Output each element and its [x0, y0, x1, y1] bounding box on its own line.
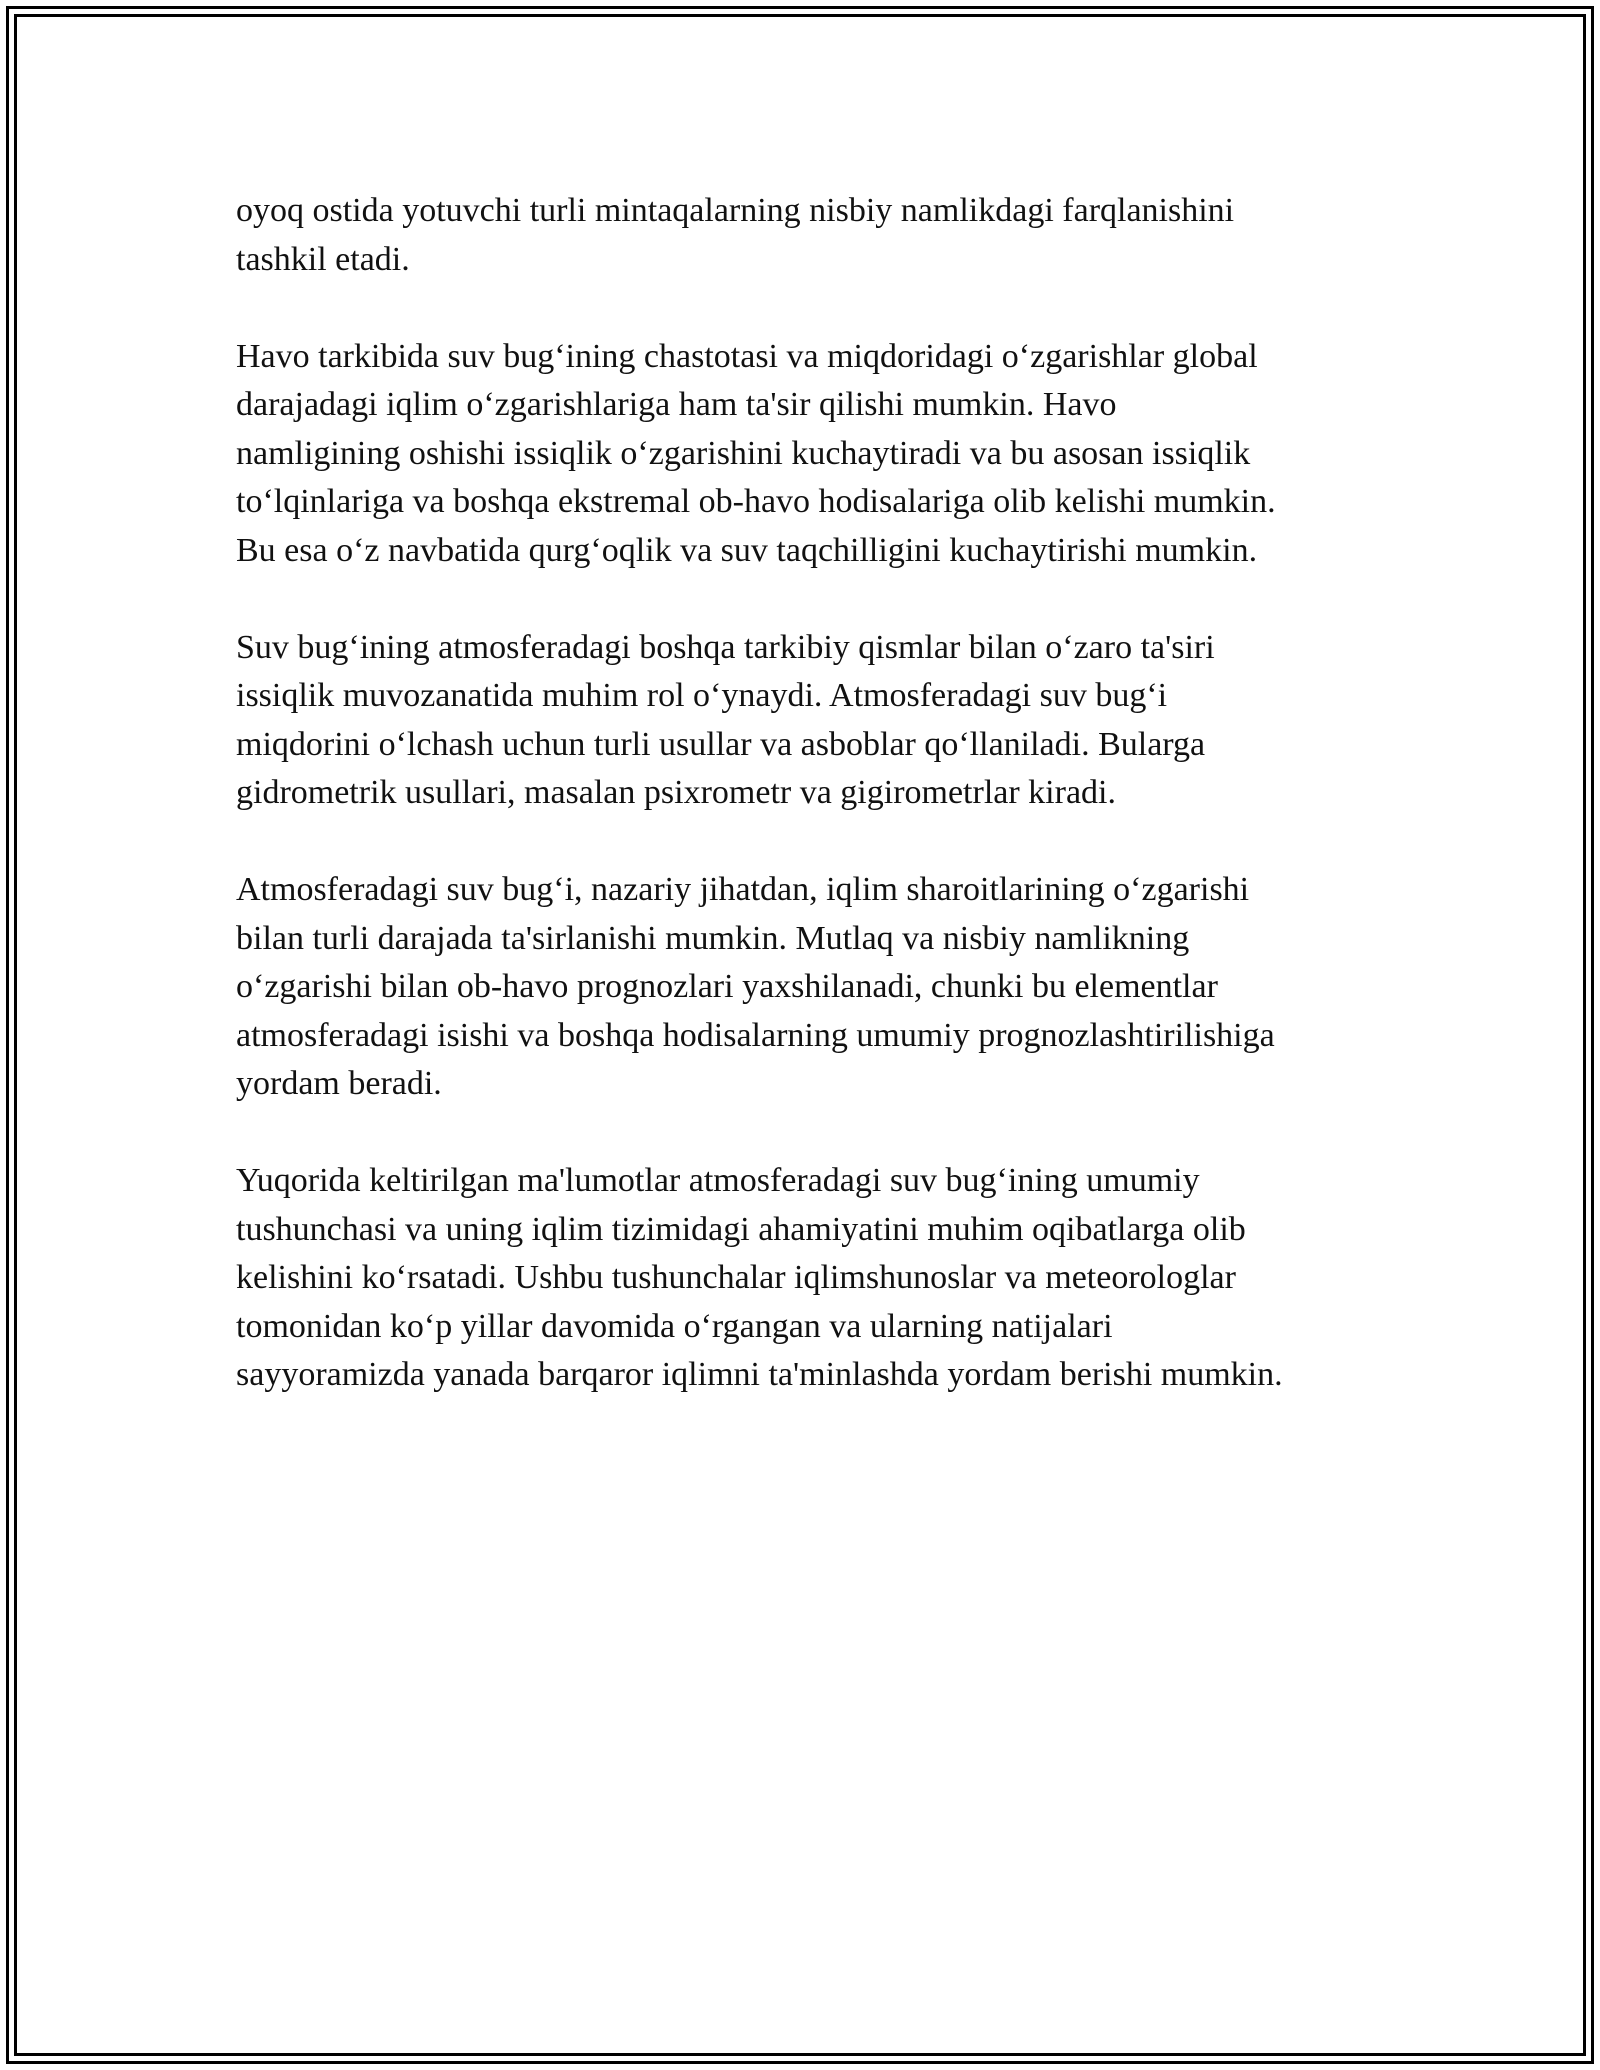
text-line: Bu esa o‘z navbatida qurg‘oqlik va suv taqchilligini kuchaytirishi mumkin.	[236, 531, 1258, 569]
text-line: issiqlik muvozanatida muhim rol o‘ynaydi. Atmosferadagi suv bug‘i	[236, 677, 1168, 714]
text-line: oyoq ostida yotuvchi turli mintaqalarning nisbiy namlikdagi farqlanishini	[236, 192, 1235, 229]
text-line: kelishini ko‘rsatadi. Ushbu tushunchalar iqlimshunoslar va meteorologlar	[236, 1259, 1236, 1296]
paragraph-2	[236, 333, 1376, 576]
text-line: Atmosferadagi suv bug‘i, nazariy jihatdan, iqlim sharoitlarining o‘zgarishi	[236, 871, 1250, 908]
text-line: yordam beradi.	[236, 1065, 442, 1102]
paragraph-4	[236, 866, 1376, 1109]
paragraph-3	[236, 624, 1376, 818]
text-line: tashkil etadi.	[236, 240, 410, 278]
text-line: Yuqorida keltirilgan ma'lumotlar atmosferadagi suv bug‘ining umumiy	[236, 1162, 1200, 1199]
text-line: tushunchasi va uning iqlim tizimidagi ahamiyatini muhim oqibatlarga olib	[236, 1210, 1246, 1248]
paragraph-1	[236, 187, 1376, 284]
document-body	[236, 187, 1376, 1448]
text-line: namligining oshishi issiqlik o‘zgarishini kuchaytiradi va bu asosan issiqlik	[236, 434, 1251, 472]
text-line: Havo tarkibida suv bug‘ining chastotasi va miqdoridagi o‘zgarishlar global	[236, 337, 1258, 375]
text-line: tomonidan ko‘p yillar davomida o‘rgangan va ularning natijalari	[236, 1307, 1113, 1345]
text-line: sayyoramizda yanada barqaror iqlimni ta'minlashda yordam berishi mumkin.	[236, 1356, 1283, 1393]
text-line: to‘lqinlariga va boshqa ekstremal ob-havo hodisalariga olib kelishi mumkin.	[236, 483, 1276, 520]
text-line: gidrometrik usullari, masalan psixrometr va gigirometrlar kiradi.	[236, 774, 1116, 811]
text-line: bilan turli darajada ta'sirlanishi mumkin. Mutlaq va nisbiy namlikning	[236, 919, 1190, 957]
text-line: miqdorini o‘lchash uchun turli usullar va asboblar qo‘llaniladi. Bularga	[236, 725, 1206, 763]
text-line: Suv bug‘ining atmosferadagi boshqa tarkibiy qismlar bilan o‘zaro ta'siri	[236, 628, 1215, 666]
text-line: o‘zgarishi bilan ob-havo prognozlari yaxshilanadi, chunki bu elementlar	[236, 968, 1218, 1005]
text-line: atmosferadagi isishi va boshqa hodisalarning umumiy prognozlashtirilishiga	[236, 1016, 1275, 1054]
paragraph-5	[236, 1157, 1376, 1400]
text-line: darajadagi iqlim o‘zgarishlariga ham ta'sir qilishi mumkin. Havo	[236, 386, 1117, 423]
